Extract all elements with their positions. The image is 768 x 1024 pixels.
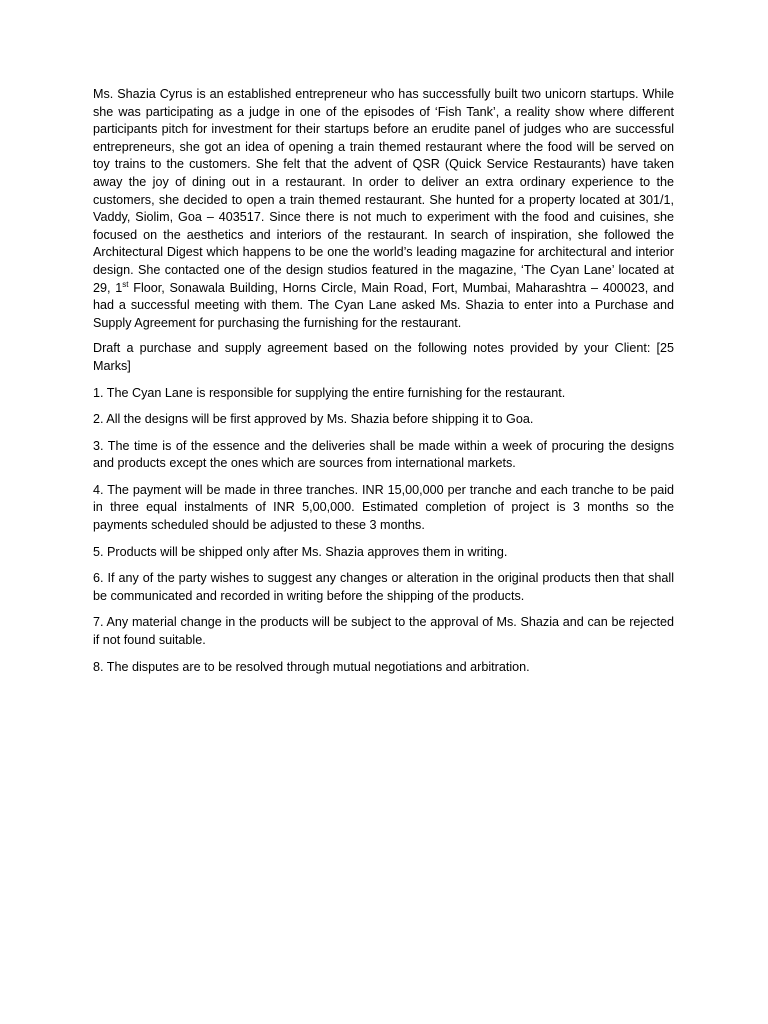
note-item-3: 3. The time is of the essence and the deliveries shall be made within a week of procuring the designs and products except the ones which are sources from international markets. [93,438,674,471]
intro-text-part2: Floor, Sonawala Building, Horns Circle, Main Road, Fort, Mumbai, Maharashtra – 400023, and had a successful meeting with them. The Cyan Lane asked Ms. Shazia to enter into a Purchase and Supply Agreement for purchasing the furnishing for the restaurant. [93,280,674,330]
note-item-6: 6. If any of the party wishes to suggest any changes or alteration in the original products then that shall be communicated and recorded in writing before the shipping of the products. [93,571,674,603]
note-item-5: 5. Products will be shipped only after Ms. Shazia approves them in writing. [93,544,508,559]
note-item-2: 2. All the designs will be first approved by Ms. Shazia before shipping it to Goa. [93,412,534,427]
intro-paragraph [93,86,674,332]
ordinal-superscript: st [122,279,129,289]
note-item-7: 7. Any material change in the products will be subject to the approval of Ms. Shazia and can be rejected if not found suitable. [93,615,674,648]
note-item-1: 1. The Cyan Lane is responsible for supplying the entire furnishing for the restaurant. [93,385,566,400]
note-item-8: 8. The disputes are to be resolved through mutual negotiations and arbitration. [93,659,530,674]
intro-text-part1: Ms. Shazia Cyrus is an established entrepreneur who has successfully built two unicorn startups. While she was participating as a judge in one of the episodes of ‘Fish Tank’, a reality show where different participants pitch for investment for their startups before an erudite panel of judges who are successful entrepreneurs, she got an idea of opening a train themed restaurant where the food will be served on toy trains to the customers. She felt that the advent of QSR (Quick Service Restaurants) have taken away the joy of dining out in a restaurant. In order to deliver an extra ordinary experience to the customers, she decided to open a train themed restaurant. She hunted for a property located at 301/1, Vaddy, Siolim, Goa – 403517. Since there is not much to experiment with the food and cuisines, she focused on the aesthetics and interiors of the restaurant. In search of inspiration, she followed the Architectural Digest which happens to be one the world’s leading magazine for architectural and interior design. She contacted one of the design studios featured in the magazine, ‘The Cyan Lane’ located at 29, 1 [93,87,674,295]
note-item-4: 4. The payment will be made in three tranches. INR 15,00,000 per tranche and each tranche to be paid in three equal instalments of INR 5,00,000. Estimated completion of project is 3 months so the payments scheduled should be adjusted to these 3 months. [93,482,674,533]
instruction-paragraph: Draft a purchase and supply agreement based on the following notes provided by your Client: [25 Marks] [93,341,674,373]
